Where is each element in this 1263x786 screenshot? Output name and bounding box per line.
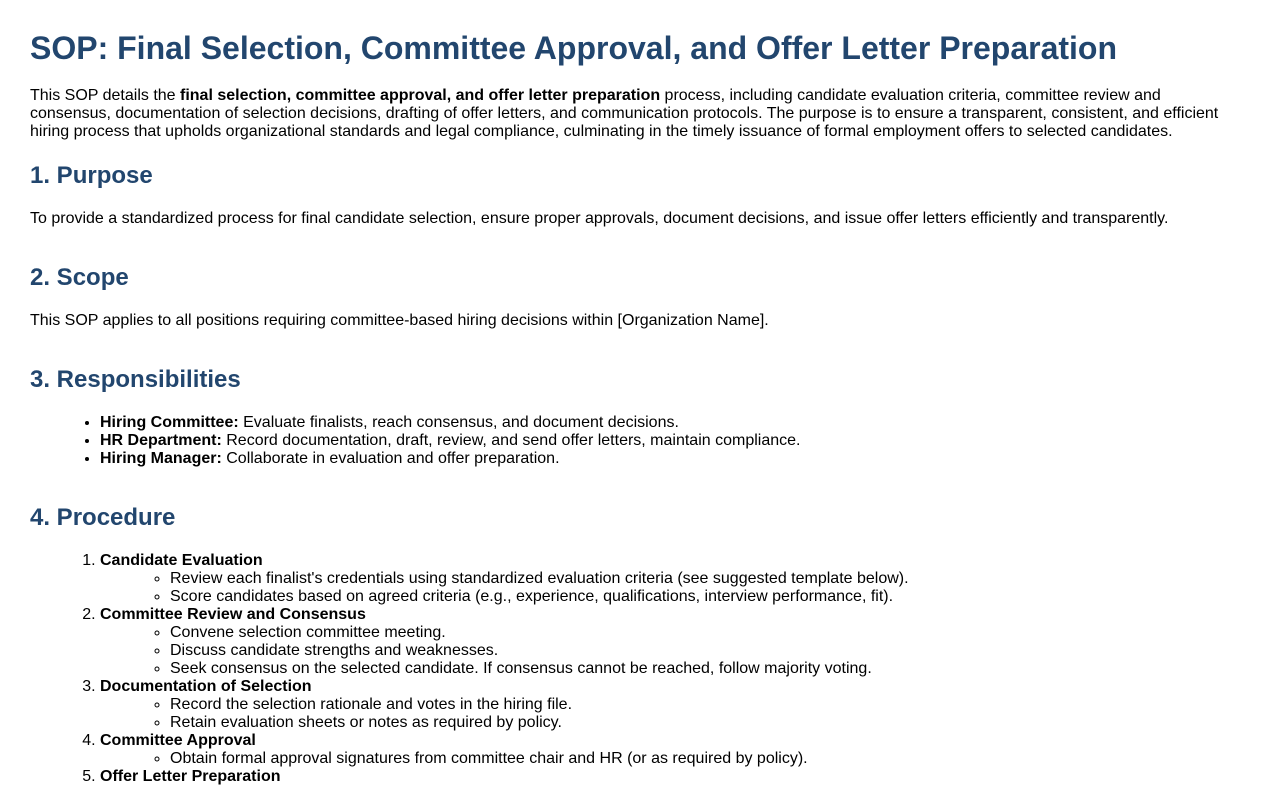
intro-text-end: process, including candidate evaluation criteria, committee review and consensus, documentation of selection decisions, drafting of offer letters, and communication protocols. The purpose is to ensure a transparent, consistent, and efficient hiring process that upholds organizational standards and legal compliance, culminating in the timely issuance of formal employment offers to selected candidates. [30,87,1219,140]
responsibility-role: HR Department: [100,432,222,449]
intro-text-bold: final selection, committee approval, and offer letter preparation [180,87,661,104]
scope-heading: 2. Scope [30,264,129,291]
intro-text-start: This SOP details the [30,87,180,104]
procedure-substep: ◦ Retain evaluation sheets or notes as required by policy. [170,714,1233,732]
procedure-step-title: Candidate Evaluation [100,552,263,569]
procedure-heading: 4. Procedure [30,504,176,531]
procedure-substeps [100,750,1233,768]
purpose-heading: 1. Purpose [30,162,153,189]
responsibility-desc: Evaluate finalists, reach consensus, and document decisions. [238,414,679,431]
procedure-substeps [100,570,1233,606]
responsibility-item-hr-department [100,432,1233,450]
procedure-step-title: Documentation of Selection [100,678,312,695]
scope-text: This SOP applies to all positions requiring committee-based hiring decisions within [Organization Name]. [30,312,769,329]
procedure-substep: ◦ Record the selection rationale and votes in the hiring file. [170,696,1233,714]
page-title: SOP: Final Selection, Committee Approval, and Offer Letter Preparation [30,30,1118,66]
procedure-substep: ◦ Convene selection committee meeting. [170,624,1233,642]
responsibility-desc: Record documentation, draft, review, and send offer letters, maintain compliance. [221,432,801,449]
procedure-step-offer-letter [100,768,1233,786]
procedure-step-candidate-evaluation [100,552,1233,606]
procedure-step-committee-approval [100,732,1233,768]
procedure-step-committee-review [100,606,1233,678]
responsibility-role: Hiring Committee: [100,414,239,431]
procedure-substeps [100,624,1233,678]
responsibility-role: Hiring Manager: [100,450,222,467]
procedure-substep: ◦ Seek consensus on the selected candidate. If consensus cannot be reached, follow majority voting. [170,660,1233,678]
procedure-step-title: Committee Approval [100,732,256,749]
procedure-substep: ◦ Obtain formal approval signatures from committee chair and HR (or as required by policy). [170,750,1233,768]
procedure-substep: ◦ Review each finalist's credentials using standardized evaluation criteria (see suggested template below). [170,570,1233,588]
procedure-step-title: Offer Letter Preparation [100,768,281,785]
responsibility-desc: Collaborate in evaluation and offer preparation. [221,450,560,467]
procedure-step-documentation [100,678,1233,732]
responsibility-item-hiring-committee [100,414,1233,432]
procedure-substeps [100,696,1233,732]
procedure-steps-list [30,552,1233,786]
intro-paragraph [30,87,1230,141]
procedure-substep: ◦ Score candidates based on agreed criteria (e.g., experience, qualifications, interview performance, fit). [170,588,1233,606]
procedure-substep: ◦ Discuss candidate strengths and weaknesses. [170,642,1233,660]
responsibilities-heading: 3. Responsibilities [30,366,241,393]
responsibility-item-hiring-manager [100,450,1233,468]
responsibilities-list [30,414,1233,468]
purpose-text: To provide a standardized process for final candidate selection, ensure proper approvals, document decisions, and issue offer letters efficiently and transparently. [30,210,1169,227]
procedure-step-title: Committee Review and Consensus [100,606,366,623]
